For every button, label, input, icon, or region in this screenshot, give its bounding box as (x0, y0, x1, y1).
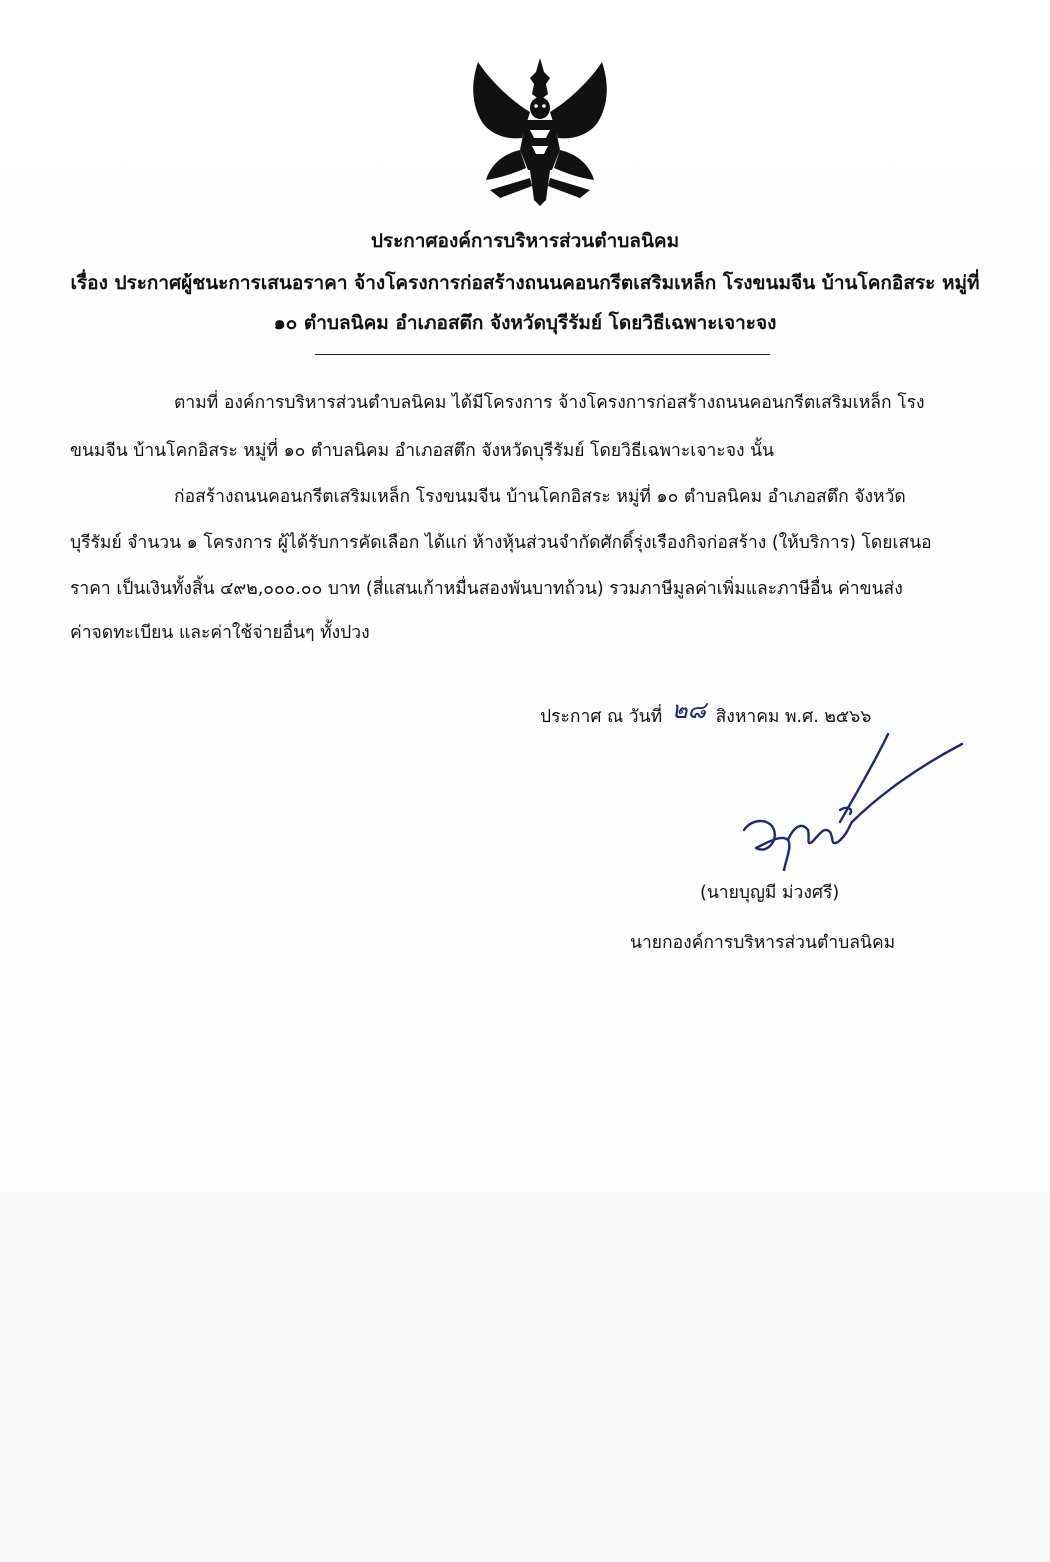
signatory-position: นายกองค์การบริหารส่วนตำบลนิคม (630, 933, 896, 953)
announcement-date (540, 694, 871, 733)
paragraph-2-line-1: ก่อสร้างถนนคอนกรีตเสริมเหล็ก โรงขนมจีน บ้านโคกอิสระ หมู่ที่ ๑๐ ตำบลนิคม อำเภอสตึก จังหวัด (174, 487, 906, 507)
handwritten-day: ๒๘ (671, 696, 707, 724)
paragraph-1-line-1: ตามที่ องค์การบริหารส่วนตำบลนิคม ได้มีโครงการ จ้างโครงการก่อสร้างถนนคอนกรีตเสริมเหล็ก โรง (174, 393, 925, 413)
paragraph-1-line-2: ขนมจีน บ้านโคกอิสระ หมู่ที่ ๑๐ ตำบลนิคม อำเภอสตึก จังหวัดบุรีรัมย์ โดยวิธีเฉพาะเจาะจง นั้น (70, 441, 774, 461)
handwritten-signature (730, 730, 970, 880)
date-prefix: ประกาศ ณ วันที่ (540, 707, 663, 727)
announcement-title: ประกาศองค์การบริหารส่วนตำบลนิคม (370, 230, 680, 252)
date-suffix: สิงหาคม พ.ศ. ๒๕๖๖ (715, 707, 872, 727)
subject-line-continued: ๑๐ ตำบลนิคม อำเภอสตึก จังหวัดบุรีรัมย์ โดยวิธีเฉพาะเจาะจง (273, 312, 777, 334)
paragraph-2-line-2: บุรีรัมย์ จำนวน ๑ โครงการ ผู้ได้รับการคัดเลือก ได้แก่ ห้างหุ้นส่วนจำกัดศักดิ์รุ่งเรืองกิจก่อสร้าง (ให้บริการ) โดยเสนอ (70, 533, 932, 553)
header-divider (315, 354, 770, 355)
garuda-emblem-icon (460, 50, 620, 210)
signatory-name: (นายบุญมี ม่วงศรี) (700, 883, 840, 903)
subject-line: เรื่อง ประกาศผู้ชนะการเสนอราคา จ้างโครงการก่อสร้างถนนคอนกรีตเสริมเหล็ก โรงขนมจีน บ้านโคกอิสระ หมู่ที่ (70, 272, 980, 294)
paragraph-2-line-3: ราคา เป็นเงินทั้งสิ้น ๔๙๒,๐๐๐.๐๐ บาท (สี่แสนเก้าหมื่นสองพันบาทถ้วน) รวมภาษีมูลค่าเพิ่มและภาษีอื่น ค่าขนส่ง (70, 579, 903, 599)
paragraph-2-line-4: ค่าจดทะเบียน และค่าใช้จ่ายอื่นๆ ทั้งปวง (70, 623, 370, 643)
